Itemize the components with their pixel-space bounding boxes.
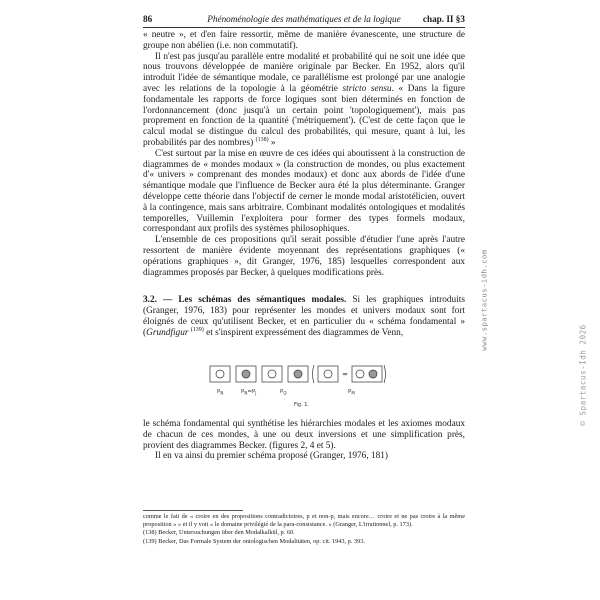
world-box-3	[262, 366, 282, 382]
label-pm: $P_M$	[348, 389, 355, 396]
paragraph-2-end: »	[268, 137, 276, 148]
world-box-5	[318, 366, 338, 382]
world-circle-5	[324, 370, 332, 378]
header-rule	[143, 27, 465, 28]
footnote-ref-139[interactable]: (139)	[190, 326, 204, 333]
paragraph-7: Il en va ainsi du premier schéma proposé (Granger, 1976, 181)	[155, 451, 389, 462]
running-title: Phénoménologie des mathématiques et de la logique	[207, 14, 401, 24]
page-number: 86	[143, 14, 153, 24]
right-bracket	[384, 365, 386, 383]
venn-diagram-figure	[208, 362, 388, 412]
footnote-ref-138[interactable]: (138)	[255, 136, 269, 143]
paragraph-5	[143, 295, 465, 338]
world-circle-6	[356, 370, 364, 378]
world-circle-4	[294, 370, 302, 378]
paragraph-6: le schéma fondamental qui synthétise les hiérarchies modales et les axiomes modaux de chacun de ces mondes, à une ou deux inversions et une simplification près, provient des diagrammes Becker. (figures 2, 4 et 5).	[143, 419, 465, 451]
footnotes	[143, 513, 465, 546]
paragraph-5-text: Si les graphiques introduits (Granger, 1976, 183) pour représenter les mondes et univers modaux sont fort éloignés de ceux qu'utilisent Becker, et en particulier du « schéma fondamental » (	[143, 295, 465, 338]
side-url	[478, 190, 490, 410]
side-watermark	[576, 250, 590, 500]
footnote-continuation: comme le fait de « croire en des propositions contradictoires, p et non-p, mais encore… croire et ne pas croire à la même proposition » » et il y voit « le domaine privilégié de la para-consistance. » (Granger, L'irrationnel, p. 173).	[143, 513, 465, 529]
paragraph-4: L'ensemble de ces propositions qu'il serait possible d'étudier l'une après l'autre ressortent de manière évidente moyennant des représentations graphiques (« opérations graphiques », dit Granger, 1976, 185) lesquelles correspondent aux diagrammes proposés par Becker, à quelques modifications près.	[143, 235, 465, 278]
paragraph-2-continuation: . « Dans la figure fondamentale les rapports de force logiques sont bien déterminés en fonction de l'ordonnancement (donc jusqu'à un certain point 'topologiquement'), mais pas proprement en fonction de la quantité ('métriquement'). (C'est de cette façon que le calcul modal se distingue du calcul des probabilités, qui mesure, quant à lui, les probabilités par des nombres)	[143, 83, 466, 148]
paragraph-5-italic: Grundfigur	[146, 327, 189, 338]
main-text	[143, 30, 465, 339]
chapter-label: chap. II §3	[422, 14, 465, 24]
running-header	[143, 12, 465, 26]
section-heading: 3.2. — Les schémas des sémantiques modales.	[143, 295, 347, 306]
left-bracket	[313, 365, 315, 383]
figure-caption: Fig. 1.	[294, 402, 310, 408]
main-text-continued	[143, 419, 465, 462]
world-circle-2	[242, 370, 250, 378]
paragraph-5-end: et s'inspirent expressément des diagrammes de Venn,	[203, 327, 404, 338]
label-pn: $P_N$	[217, 389, 224, 396]
side-url-text: www.spartacus-idh.com	[479, 249, 489, 351]
world-circle-1	[216, 370, 224, 378]
label-pq: $P_Q$	[280, 389, 287, 396]
footnote-rule	[143, 510, 243, 511]
footnote-139: (139) Becker, Das Formale System der ontologischen Modalitäten, op. cit. 1943, p. 393.	[143, 537, 366, 545]
paragraph-2	[143, 52, 465, 149]
world-circle-3	[268, 370, 276, 378]
paragraph-3: C'est surtout par la mise en œuvre de ces idées qui aboutissent à la construction de diagrammes de « mondes modaux » (la construction de mondes, ou plus exactement d'« univers » comprenant des mondes modaux) et donc aux abords de l'idée d'une sémantique modale que l'influence de Becker aura été la plus déterminante. Granger développe cette théorie dans l'objectif de cerner le monde modal aristotélicien, ouvert à la contingence, mais sans arbitraire. Combinant modalités ontologiques et modalités temporelles, Vuillemin l'exploitera pour former des types formels modaux, correspondant aux profils des systèmes philosophiques.	[143, 148, 465, 235]
paragraph-2-text: Il n'est pas jusqu'au parallèle entre modalité et probabilité qui ne soit une idée que nous trouvons développée de manière originale par Becker. En 1952, alors qu'il introduit l'idée de sémantique modale, ce parallélisme est prolongé par une analogie avec les relations de la topologie à la géométrie	[143, 51, 465, 94]
world-box-6	[352, 366, 382, 382]
paragraph-1: « neutre », et d'en faire ressortir, même de manière évanescente, une structure de groupe non abélien (i.e. non commutatif).	[143, 30, 465, 51]
world-box-1	[210, 366, 230, 382]
side-watermark-text: © Spartacus-Idh 2026	[578, 324, 588, 426]
equals-sign: =	[342, 370, 348, 379]
label-pn-pj: $P_N=P_J$	[241, 389, 257, 396]
world-circle-7	[369, 370, 377, 378]
footnote-138: (138) Becker, Untersuchungen über den Modalkalkül, p. 60.	[143, 529, 295, 537]
paragraph-2-italic: stricto sensu	[342, 83, 392, 94]
